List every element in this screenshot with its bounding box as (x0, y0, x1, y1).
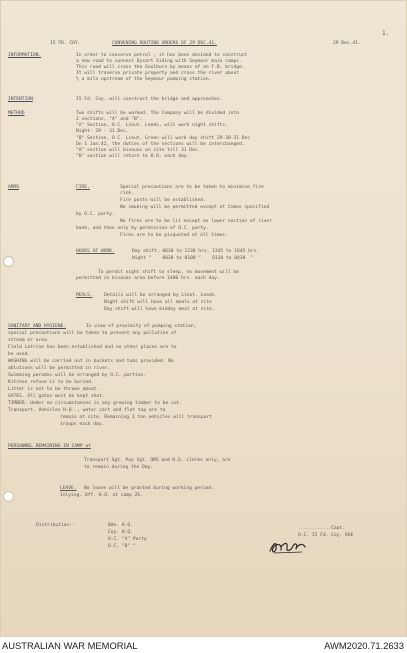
method-line: "A" Section, O.C. Lieut. Leeds, will work night shifts. (76, 123, 228, 128)
method-line: Night- 29 - 31 Dec. (76, 129, 129, 134)
document-title: CONVENING ROUTINE ORDERS OF 29 DEC.41. (112, 41, 217, 46)
method-line: 2 sections, "A" and "B". (76, 117, 143, 122)
signature-capt: ............Capt. (298, 526, 345, 531)
meals-line: Details will be arranged by Lieut. Leeds. (104, 293, 218, 298)
information-line: a new road to connect Dysart Siding with Seymour main camps. (76, 59, 242, 64)
archive-name: AUSTRALIAN WAR MEMORIAL (2, 640, 138, 651)
method-line: Two shifts will be worked. The Company will be divided into (76, 111, 239, 116)
unit-heading: 15 FD. COY. (50, 41, 81, 46)
method-line: "A" section will bivouac on site till 31 Dec. (76, 148, 201, 153)
distribution-item: Bde. H.Q. (108, 523, 133, 528)
sanitary-line: Transport. Vehicles H.Q. , water cart and flat top are to (8, 408, 166, 413)
leave-label: LEAVE. (60, 486, 77, 491)
sanitary-line: troops each day. (60, 422, 105, 427)
meals-line: Day shift will have midday meal at site. (104, 307, 215, 312)
sanitary-line: be used. (8, 352, 31, 357)
sanitary-line: Kitchen refuse is to be buried. (8, 380, 94, 385)
sanitary-line: remain at site. Remaining 3 ton vehicles will transport (60, 415, 212, 420)
hours-note-line: To permit night shift to sleep, no movement will be (98, 270, 239, 275)
method-line: "B" section will return to H.Q. each day. (76, 154, 190, 159)
sanitary-line: Swimming parades will be arranged by O.C. parties. (8, 373, 147, 378)
fire-line: bank, and then only by permission of O.C. party. (76, 226, 209, 231)
sanitary-label: SANITARY AND HYGIENE. (8, 324, 67, 329)
sanitary-line: In view of proximity of pumping station, (86, 324, 197, 329)
fire-line: No fires are to be lit except on lower section of river (120, 219, 272, 224)
method-label: METHOD (8, 111, 25, 116)
page-number: 1. (382, 30, 390, 37)
personnel-label: PERSONNEL REMAINING IN CAMP at (8, 444, 91, 449)
fire-line: Fires are to be picqueted at all times. (120, 233, 228, 238)
distribution-label: Distribution:- (36, 523, 75, 528)
information-line: This road will cross the Goulburn by means of an F.B. bridge. (76, 65, 245, 70)
hours-line: Day shift. 0630 to 1230 hrs. 1345 to 1645 hrs. (132, 249, 260, 254)
distribution-item: O.C. "A" Party (108, 537, 147, 542)
leave-line: Inlying. Off. H.Q. at camp 2G. (60, 493, 143, 498)
hours-of-work-label: HOURS OF WORK. (76, 249, 115, 254)
information-line: It will traverse private property and cross the river about (76, 71, 239, 76)
leave-line: No leave will be granted during working period. (84, 486, 214, 491)
method-line: On 1 Jan.42, the duties of the sections will be interchanged. (76, 142, 245, 147)
fire-line: Special precautions are to be taken to minimise fire (120, 185, 264, 190)
information-line: ½ a mile upstream of the Seymour pumping station. (76, 77, 212, 82)
handwritten-signature (268, 539, 308, 555)
distribution-item: Coy. H.Q. (108, 530, 133, 535)
sanitary-line: ablutions will be permitted in river. (8, 366, 111, 371)
personnel-line: to remain during the Day. (84, 465, 154, 470)
meals-line: Night shift will have all meals at site (104, 300, 212, 305)
intention-label: INTENTION (8, 97, 33, 102)
fire-line: risk. (120, 191, 134, 196)
information-line: In order to conserve petrol , it has been decided to construct (76, 53, 248, 58)
punch-hole (3, 491, 14, 502)
hours-line: Night " 0030 to 0100 " 0130 to 0430 " (132, 256, 254, 261)
fire-label: FIRE. (76, 185, 90, 190)
punch-hole (3, 256, 14, 267)
meals-label: MEALS. (76, 293, 93, 298)
fire-line: by O.C. party. (76, 212, 115, 217)
hours-note-line: permitted in bivouac area before 1400 hrs. each day. (76, 276, 220, 281)
sanitary-line: GATES. All gates must be kept shut. (8, 394, 105, 399)
fire-line: Fire posts will be established. (120, 198, 206, 203)
sanitary-line: TIMBER. Under no circumstances is any growing timber to be cut. (8, 401, 183, 406)
sanitary-line: Litter is not to be thrown about. (8, 387, 100, 392)
archive-reference: AWM2020.71.2633 (324, 640, 404, 651)
intention-line: 15 Fd. Coy. will construct the bridge and approaches. (76, 97, 223, 102)
fire-line: No smoking will be permitted except at times specified (120, 205, 270, 210)
arms-label: ARMS (8, 185, 20, 190)
sanitary-line: special precautions will be taken to prevent any pollution of (8, 331, 177, 336)
information-label: INFORMATION. (8, 53, 42, 58)
sanitary-line: Field Latrine has been established and no other places are to (8, 345, 177, 350)
personnel-line: Transport Sgt. Pay Sgt. QMS and H.Q. clerks only, are (84, 458, 231, 463)
sanitary-line: stream or area. (8, 338, 50, 343)
distribution-item: O.C. "B" " (108, 544, 136, 549)
method-line: "B" Section, O.C. Lieut. Green will work day shift 29-30-31 Dec (76, 136, 251, 141)
sanitary-line: WASHING will be carried out in buckets and tubs provided. No (8, 359, 174, 364)
document-date: 29 Dec.41. (333, 41, 361, 46)
signature-title: O.C. 15 Fd. Coy. RAE (298, 533, 354, 538)
